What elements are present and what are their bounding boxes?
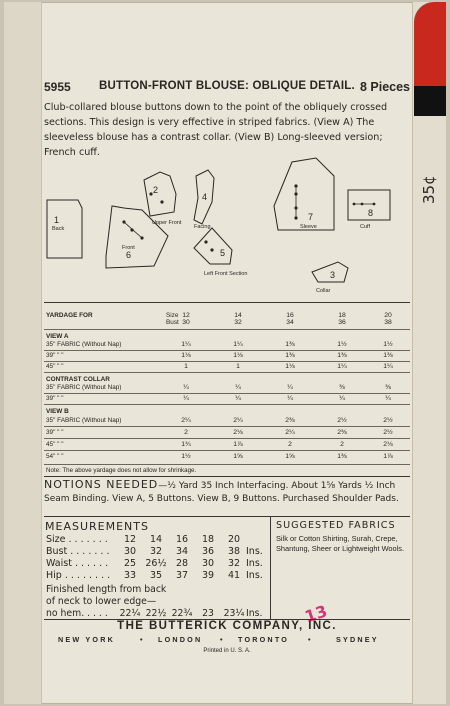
piece-label-upper-front: Upper Front	[152, 220, 182, 226]
piece-number-7: 7	[308, 212, 314, 222]
yardage-size-12: 12	[182, 312, 190, 319]
piece-number-3: 3	[330, 270, 336, 280]
yardage-bust-30: 30	[182, 319, 190, 326]
city-toronto: TORONTO	[238, 635, 290, 644]
suggested-fabrics-text: Silk or Cotton Shirting, Surah, Crepe, Shantung, Sheer or Lightweight Wools.	[276, 534, 405, 553]
yardage-heading-view-a: VIEW A	[46, 333, 69, 340]
divider-measurements	[44, 516, 410, 517]
measurements-heading: MEASUREMENTS	[45, 520, 149, 533]
pattern-header	[44, 80, 410, 98]
suggested-fabrics-heading: SUGGESTED FABRICS	[276, 520, 396, 531]
company-cities	[58, 635, 410, 647]
piece-number-1: 1	[54, 215, 60, 225]
yardage-row: 35" FABRIC (Without Nap) 2¼ 2¼ 2⅜ 2½ 2½	[46, 417, 393, 424]
finished-length-row: no hem. . . . . 22¼ 22½ 22¾ 23 23¼ Ins.	[46, 608, 263, 619]
yardage-title: YARDAGE FOR	[46, 312, 93, 319]
yardage-size-label: Size	[166, 312, 179, 319]
piece-sleeve-outline	[274, 158, 334, 230]
yardage-row: 54" " " 1½ 1⅝ 1⅝ 1⅜ 1⅞	[46, 453, 393, 460]
piece-label-collar: Collar	[316, 288, 331, 294]
yardage-size-18: 18	[338, 312, 346, 319]
notions-section	[44, 478, 410, 506]
piece-number-8: 8	[368, 208, 374, 218]
pattern-number: 5955	[44, 80, 71, 94]
notions-text: —½ Yard 35 Inch Interfacing. About 1⅝ Yards ½ Inch Seam Binding. View A, 5 Buttons. View B, 9 Buttons. Purchased Shoulder Pads.	[44, 481, 399, 504]
company-name: THE BUTTERICK COMPANY, INC.	[117, 620, 337, 632]
piece-label-left-front-section: Left Front Section	[204, 271, 248, 277]
yardage-size-20: 20	[384, 312, 392, 319]
handwritten-stamp: 13	[302, 601, 330, 627]
yardage-row: 35" FABRIC (Without Nap) 1¼ 1¼ 1⅜ 1½ 1½	[46, 341, 393, 348]
yardage-bust-row	[44, 319, 410, 329]
yardage-size-16: 16	[286, 312, 294, 319]
yardage-bust-32: 32	[234, 319, 242, 326]
red-color-swatch	[414, 2, 446, 86]
yardage-row: 45" " " 1 1 1⅛ 1¼ 1¼	[46, 363, 393, 370]
yardage-row: 39" " " 2 2⅛ 2¼ 2⅜ 2½	[46, 429, 393, 436]
printed-in-usa: Printed in U. S. A.	[203, 648, 251, 654]
city-bullet: •	[308, 635, 313, 644]
yardage-bust-38: 38	[384, 319, 392, 326]
piece-label-facing: Facing	[194, 224, 211, 230]
city-sydney: SYDNEY	[336, 635, 379, 644]
price-label: 35¢	[420, 175, 438, 205]
piece-number-5: 5	[220, 248, 226, 258]
measurements-row: Size . . . . . . . 12 14 16 18 20	[46, 534, 241, 545]
envelope-left-strip	[4, 2, 42, 704]
city-bullet: •	[220, 635, 225, 644]
yardage-size-14: 14	[234, 312, 242, 319]
piece-number-6: 6	[126, 250, 132, 260]
city-london: LONDON	[158, 635, 203, 644]
city-bullet: •	[140, 635, 145, 644]
yardage-row: 35" FABRIC (Without Nap) ¼ ¼ ¼ ⅜ ⅜	[46, 384, 391, 391]
yardage-heading-view-b: VIEW B	[46, 408, 69, 415]
yardage-bust-label: Bust	[166, 319, 179, 326]
piece-number-2: 2	[153, 185, 159, 195]
finished-length: Finished length from back of neck to lower edge— no hem. . . . . 22¼ 22½ 22¾ 23 23¼ Ins.	[46, 584, 276, 620]
yardage-row: 45" " " 1¾ 1⅞ 2 2 2⅛	[46, 441, 393, 448]
piece-upper-front-outline	[144, 172, 176, 216]
measurements-fabrics-divider	[270, 516, 271, 619]
yardage-note: Note: The above yardage does not allow for shrinkage.	[46, 467, 197, 474]
pattern-pieces-diagram	[44, 148, 410, 300]
piece-label-sleeve: Sleeve	[300, 224, 317, 230]
piece-label-front: Front	[122, 245, 135, 251]
yardage-bust-36: 36	[338, 319, 346, 326]
yardage-heading-contrast-collar: CONTRAST COLLAR	[46, 376, 110, 383]
yardage-row: 39" " " ¼ ¼ ¼ ¼ ¼	[46, 395, 391, 402]
piece-label-cuff: Cuff	[360, 224, 370, 230]
divider-notions	[44, 476, 410, 477]
notions-heading: NOTIONS NEEDED	[44, 478, 159, 491]
measurements-row: Hip . . . . . . . . 33 35 37 39 41 Ins.	[46, 570, 263, 581]
piece-number-4: 4	[202, 192, 208, 202]
piece-count: 8 Pieces	[359, 80, 410, 94]
city-new-york: NEW YORK	[58, 635, 116, 644]
measurements-row: Bust . . . . . . . 30 32 34 36 38 Ins.	[46, 546, 263, 557]
yardage-row: 39" " " 1⅛ 1⅛ 1⅜ 1⅜ 1⅜	[46, 352, 393, 359]
black-color-swatch	[414, 86, 446, 116]
envelope-back-content	[44, 0, 410, 706]
yardage-bust-34: 34	[286, 319, 294, 326]
piece-left-front-section-outline	[194, 228, 232, 264]
piece-front-outline	[106, 206, 168, 268]
piece-label-back: Back	[52, 226, 65, 232]
divider-top	[44, 302, 410, 303]
pattern-title: BUTTON-FRONT BLOUSE: OBLIQUE DETAIL.	[99, 80, 355, 92]
pattern-description: Club-collared blouse buttons down to the point of the obliquely crossed sections. This design is very effective in striped fabrics. (View A) The sleeveless blouse has a contrast collar. (View B) Long-sleeved version; French cuff.	[44, 102, 388, 158]
measurements-row: Waist . . . . . . 25 26½ 28 30 32 Ins.	[46, 558, 263, 569]
